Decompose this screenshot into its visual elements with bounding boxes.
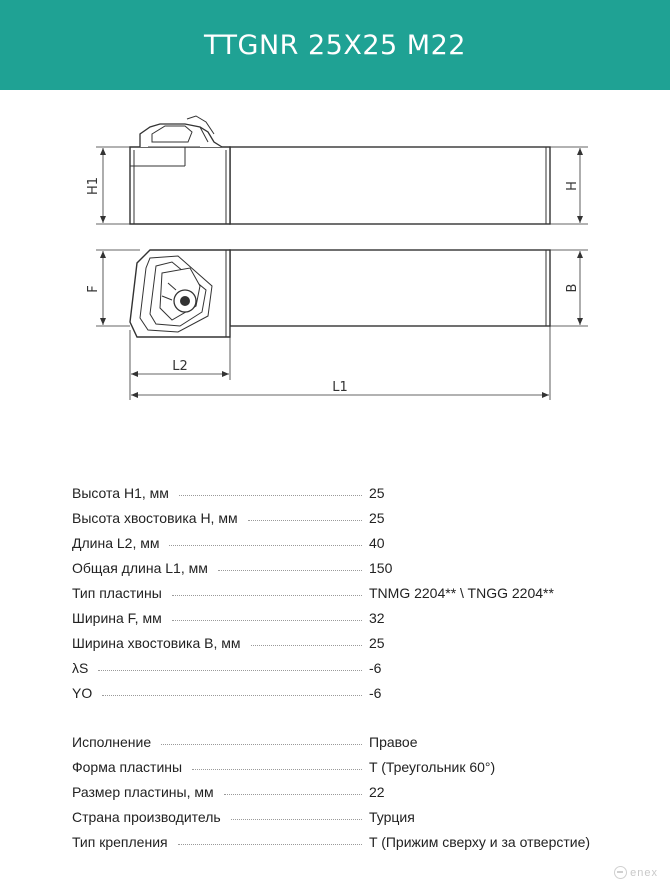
spec-leader-dots bbox=[102, 695, 362, 696]
spec-label: Высота хвостовика H, мм bbox=[72, 506, 242, 531]
spec-leader-dots bbox=[172, 620, 362, 621]
dim-label-h1: H1 bbox=[86, 176, 101, 196]
spec-label: Тип пластины bbox=[72, 581, 166, 606]
spec-label: Тип крепления bbox=[72, 830, 172, 855]
spec-value: Правое bbox=[369, 734, 418, 750]
spec-row bbox=[72, 606, 632, 631]
spec-row bbox=[72, 830, 632, 855]
spec-leader-dots bbox=[192, 769, 362, 770]
top-view bbox=[96, 250, 588, 400]
spec-value: 25 bbox=[369, 510, 385, 526]
spec-label: Ширина хвостовика B, мм bbox=[72, 631, 245, 656]
spec-label: Высота H1, мм bbox=[72, 481, 173, 506]
spec-label: Ширина F, мм bbox=[72, 606, 166, 631]
spec-row bbox=[72, 805, 632, 830]
spec-row bbox=[72, 656, 632, 681]
spec-leader-dots bbox=[218, 570, 362, 571]
dim-label-h: H bbox=[565, 181, 580, 191]
spec-value: 25 bbox=[369, 635, 385, 651]
spec-label: Исполнение bbox=[72, 730, 155, 755]
spec-label: Длина L2, мм bbox=[72, 531, 163, 556]
dim-label-f: F bbox=[86, 285, 101, 293]
spec-label: λS bbox=[72, 656, 92, 681]
watermark-text: enex bbox=[630, 866, 658, 879]
spec-value: T (Треугольник 60°) bbox=[369, 759, 496, 775]
spec-value: 40 bbox=[369, 535, 385, 551]
spec-value: Турция bbox=[369, 809, 415, 825]
spec-value: 22 bbox=[369, 784, 385, 800]
spec-row bbox=[72, 531, 632, 556]
spec-leader-dots bbox=[251, 645, 362, 646]
spec-row bbox=[72, 581, 632, 606]
spec-value: TNMG 2204** \ TNGG 2204** bbox=[369, 585, 554, 601]
spec-value: T (Прижим сверху и за отверстие) bbox=[369, 834, 591, 850]
spec-leader-dots bbox=[224, 794, 362, 795]
spec-leader-dots bbox=[172, 595, 362, 596]
spec-leader-dots bbox=[178, 844, 362, 845]
spec-value: 25 bbox=[369, 485, 385, 501]
spec-row bbox=[72, 780, 632, 805]
dim-label-l1: L1 bbox=[332, 380, 348, 395]
spec-label: Страна производитель bbox=[72, 805, 225, 830]
spec-row bbox=[72, 755, 632, 780]
spec-label: Форма пластины bbox=[72, 755, 186, 780]
enex-logo-icon bbox=[614, 866, 627, 879]
dim-label-l2: L2 bbox=[172, 359, 188, 374]
watermark bbox=[614, 866, 658, 879]
spec-value: -6 bbox=[369, 660, 382, 676]
spec-value: 150 bbox=[369, 560, 393, 576]
spec-leader-dots bbox=[231, 819, 362, 820]
side-view bbox=[96, 116, 588, 224]
tool-drawing bbox=[0, 90, 670, 450]
spec-row bbox=[72, 481, 632, 506]
spec-label: Размер пластины, мм bbox=[72, 780, 218, 805]
spec-value: 32 bbox=[369, 610, 385, 626]
spec-row bbox=[72, 631, 632, 656]
dim-label-b: B bbox=[565, 283, 580, 293]
spec-leader-dots bbox=[98, 670, 362, 671]
spec-leader-dots bbox=[179, 495, 362, 496]
spec-leader-dots bbox=[161, 744, 362, 745]
spec-row bbox=[72, 556, 632, 581]
page-title: TTGNR 25X25 M22 bbox=[204, 29, 466, 61]
header-bar bbox=[0, 0, 670, 90]
spec-row bbox=[72, 506, 632, 531]
spec-row bbox=[72, 681, 632, 706]
spec-leader-dots bbox=[248, 520, 362, 521]
spec-label: Общая длина L1, мм bbox=[72, 556, 212, 581]
spec-row bbox=[72, 730, 632, 755]
spec-label: YO bbox=[72, 681, 96, 706]
spec-value: -6 bbox=[369, 685, 382, 701]
spec-leader-dots bbox=[169, 545, 362, 546]
